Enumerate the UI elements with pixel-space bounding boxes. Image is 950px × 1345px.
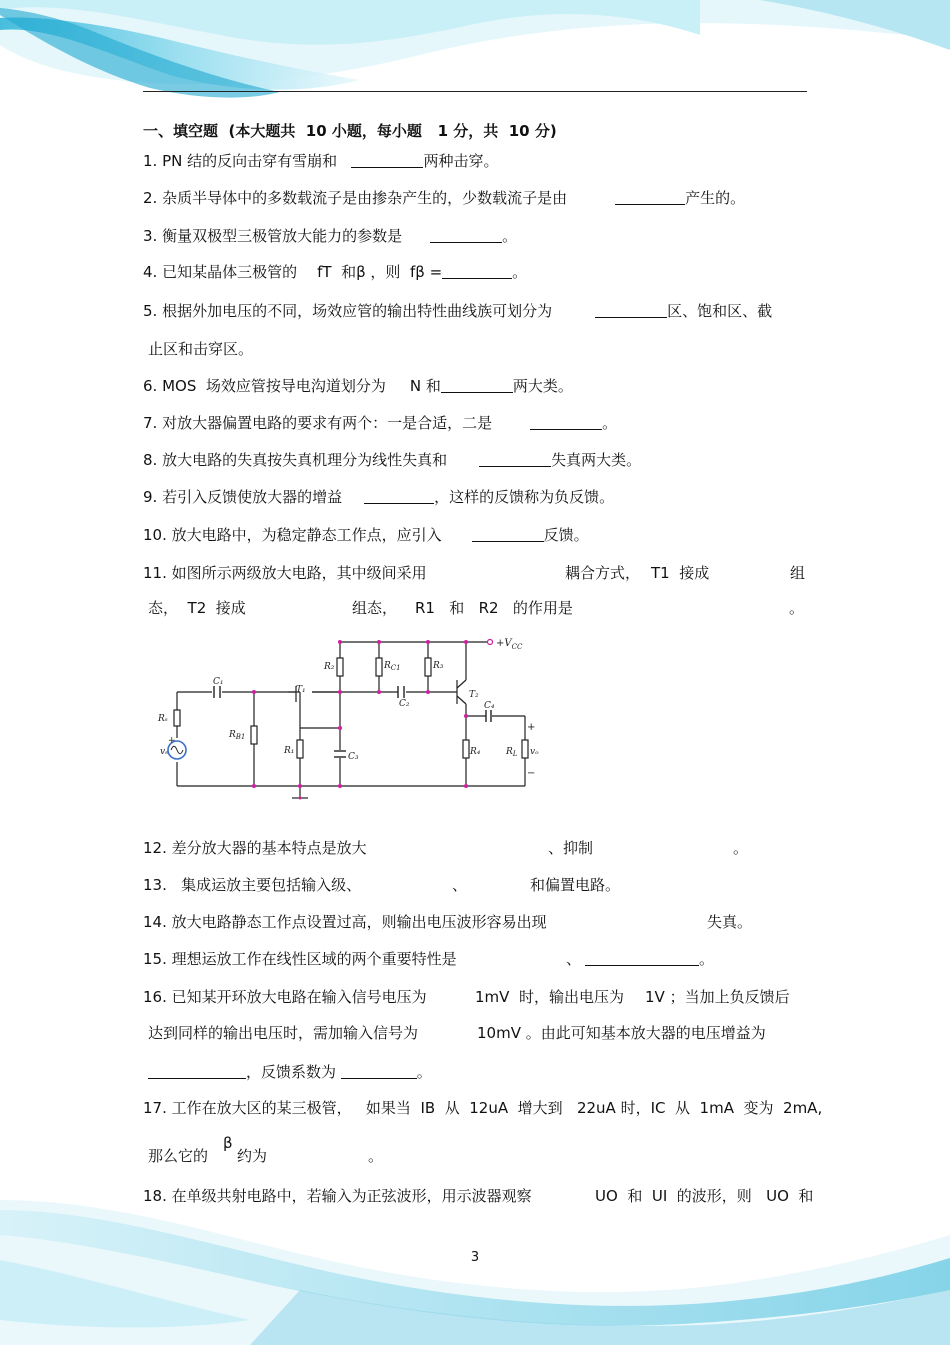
question-text: 。 [733,839,749,857]
question-text: 3. 衡量双极型三极管放大能力的参数是 [143,227,403,245]
c4-label: C₄ [484,701,495,711]
question-text: N 和 [409,377,441,395]
t2-label: T₂ [469,690,479,700]
question-12-part [733,838,748,858]
question-11 [143,563,427,583]
question-11-part [352,598,397,618]
question-10 [143,525,589,545]
r2-label: R₂ [324,662,335,672]
question-text: 。 [789,599,805,617]
question-9 [143,487,614,507]
vcc-label: $+V_{CC}$ [496,638,523,651]
answer-blank[interactable] [530,415,602,430]
page-number: 3 [470,1250,480,1265]
question-text: 2. 杂质半导体中的多数载流子是由掺杂产生的，少数载流子是由 [143,189,568,207]
question-text: 9. 若引入反馈使放大器的增益 [143,488,343,506]
question-text: 。 [502,227,518,245]
answer-blank[interactable] [430,228,502,243]
r3-label: R₃ [433,661,444,671]
rc1-label: $R_{C1}$ [384,661,401,672]
question-text: 态， T2 接成 [148,599,246,617]
question-text: 两大类。 [512,377,573,395]
question-text: 18. 在单级共射电路中，若输入为正弦波形，用示波器观察 [143,1187,532,1205]
rl-label: $R_L$ [506,747,518,758]
section-note: 分) [534,122,557,140]
question-text: 约为 [237,1147,268,1165]
question-13-part [530,875,620,895]
plus-label: + [168,736,176,746]
answer-blank[interactable] [472,527,544,542]
section-note: 1 [437,122,449,140]
question-11-part [565,563,640,583]
question-text: 组 [790,564,806,582]
question-18-part [595,1186,813,1206]
question-11-cont [148,598,246,618]
question-text: 14. 放大电路静态工作点设置过高，则输出电压波形容易出现 [143,913,547,931]
question-text: 17. 工作在放大区的某三极管， 如果当 IB 从 12uA 增大到 22uA 时，IC 从 1mA 变为 2mA, [143,1099,823,1117]
question-5 [143,301,772,321]
question-text: 。 [368,1147,384,1165]
question-7 [143,413,617,433]
answer-blank[interactable] [341,1064,417,1079]
question-16-cont2 [148,1062,432,1082]
question-text: 16. 已知某开环放大电路在输入信号电压为 [143,988,427,1006]
section-note: 小题，每小题 [331,122,422,140]
output-minus-label: − [527,768,536,779]
question-text: 和偏置电路。 [530,876,621,894]
question-text: T1 接成 [651,564,710,582]
question-18 [143,1186,532,1206]
section-note: 10 [508,122,530,140]
question-text: 两种击穿。 [423,152,499,170]
question-text: 组态， [352,599,398,617]
question-text: 13. 集成运放主要包括输入级、 [143,876,362,894]
question-6 [143,376,573,396]
answer-blank[interactable] [441,378,513,393]
question-12-part [548,838,593,858]
question-16-cont [148,1023,418,1043]
question-5-cont [148,339,253,359]
question-text: 失真。 [707,913,753,931]
vo-label: vₒ [530,747,539,757]
question-17-part [237,1146,267,1166]
answer-blank[interactable] [595,303,667,318]
question-11-part [651,563,709,583]
question-text: ，反馈系数为 [246,1063,337,1081]
rb1-label: $R_{B1}$ [229,730,246,741]
question-text: 反馈。 [543,526,589,544]
question-text: 、 [566,950,582,968]
question-text: R1 和 R2 的作用是 [415,599,573,617]
question-8 [143,450,641,470]
question-text: 8. 放大电路的失真按失真机理分为线性失真和 [143,451,448,469]
rs-label: Rₛ [158,714,168,724]
question-text: 10mV 。由此可知基本放大器的电压增益为 [477,1024,766,1042]
question-11-part [415,598,573,618]
question-16-part [645,987,790,1007]
question-text: 4. 已知某晶体三极管的 [143,263,298,281]
question-text: 7. 对放大器偏置电路的要求有两个：一是合适，二是 [143,414,493,432]
question-text: 。 [602,414,618,432]
section-title: 一、填空题 [143,122,219,140]
question-15-part [566,949,714,969]
question-17 [143,1098,822,1118]
section-note: 10 [305,122,327,140]
question-14-part [707,912,752,932]
question-text: 、抑制 [548,839,594,857]
r4-label: R₄ [470,747,481,757]
question-16-part [477,1023,766,1043]
question-text: 12. 差分放大器的基本特点是放大 [143,839,367,857]
question-14 [143,912,547,932]
question-text: 那么它的 [148,1147,209,1165]
question-text: 10. 放大电路中，为稳定静态工作点，应引入 [143,526,442,544]
question-11-part [789,598,804,618]
question-text: 产生的。 [685,189,746,207]
question-text: 止区和击穿区。 [148,340,254,358]
question-text: 6. MOS 场效应管按导电沟道划分为 [143,377,386,395]
question-text: 1V ；当加上负反馈后 [645,988,790,1006]
question-text: 15. 理想运放工作在线性区域的两个重要特性是 [143,950,457,968]
two-stage-amplifier-circuit [150,630,540,805]
header-rule [143,91,807,92]
question-text: 失真两大类。 [551,451,642,469]
question-13-part [452,875,467,895]
question-text: 达到同样的输出电压时，需加输入信号为 [148,1024,419,1042]
c2-label: C₂ [399,699,410,709]
question-17-part [368,1146,383,1166]
section-note: 分，共 [453,122,499,140]
question-15 [143,949,457,969]
answer-blank[interactable] [615,190,685,205]
output-plus-label: + [527,722,536,733]
answer-blank[interactable] [442,264,512,279]
question-text: 1. PN 结的反向击穿有雪崩和 [143,152,338,170]
question-2 [143,188,745,208]
beta-symbol: β [223,1134,233,1152]
question-text: 。 [512,263,528,281]
c1-label: C₁ [213,677,224,687]
t1-label: T₁ [296,685,306,695]
question-17-cont [148,1146,208,1166]
answer-blank[interactable] [364,489,434,504]
answer-blank[interactable] [351,153,423,168]
question-16-part [475,987,624,1007]
r1-label: R₁ [284,746,295,756]
question-16 [143,987,427,1007]
question-11-part [790,563,805,583]
question-text: 区、饱和区、截 [667,302,773,320]
question-text: ，这样的反馈称为负反馈。 [434,488,615,506]
question-1 [143,151,498,171]
question-text: fT 和β ，则 fβ = [317,263,443,281]
section-note: (本大题共 [228,122,296,140]
answer-blank[interactable] [148,1064,246,1079]
answer-blank[interactable] [585,951,699,966]
section-heading [143,121,557,141]
c3-label: C₃ [348,752,359,762]
answer-blank[interactable] [479,452,551,467]
question-13 [143,875,361,895]
question-text: 耦合方式， [565,564,641,582]
question-text: UO 和 UI 的波形，则 UO 和 [595,1187,814,1205]
question-12 [143,838,367,858]
vs-label: vₛ [160,747,169,757]
question-text: 1mV 时，输出电压为 [475,988,624,1006]
question-text: 、 [452,876,468,894]
question-4 [143,262,527,282]
question-text: 。 [699,950,715,968]
question-text: 11. 如图所示两级放大电路，其中级间采用 [143,564,427,582]
question-text: 5. 根据外加电压的不同，场效应管的输出特性曲线族可划分为 [143,302,553,320]
question-text: 。 [416,1063,432,1081]
question-3 [143,226,517,246]
